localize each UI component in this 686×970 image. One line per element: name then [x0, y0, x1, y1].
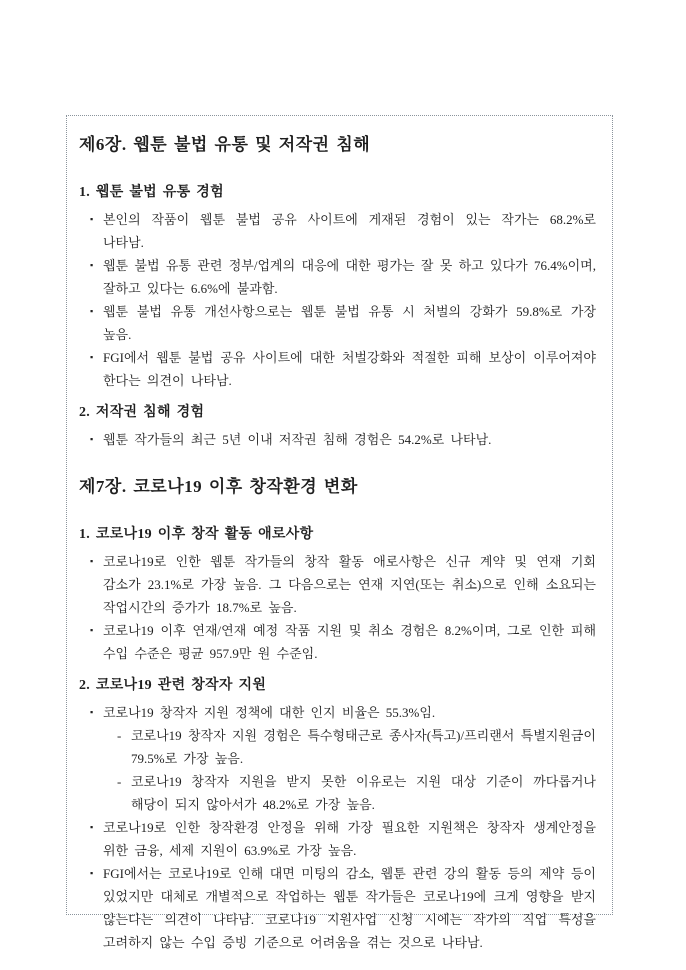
dash-item — [79, 724, 596, 770]
item-text: 코로나19 창작자 지원을 받지 못한 이유로는 지원 대상 기준이 까다롭거나 해당이 되지 않아서가 48.2%로 가장 높음. — [131, 774, 596, 812]
item-text: FGI에서 웹툰 불법 공유 사이트에 대한 처벌강화와 적절한 피해 보상이 이루어져야 한다는 의견이 나타남. — [103, 350, 596, 388]
section-covid-creative-difficulties — [79, 525, 596, 665]
bullet-item — [79, 862, 596, 954]
item-text: 웹툰 불법 유통 관련 정부/업계의 대응에 대한 평가는 잘 못 하고 있다가 76.4%이며, 잘하고 있다는 6.6%에 불과함. — [103, 258, 596, 296]
bullet-item — [79, 428, 596, 451]
section-heading: 1. 코로나19 이후 창작 활동 애로사항 — [79, 527, 314, 542]
bullet-item — [79, 619, 596, 665]
square-bullet-icon: ▪ — [90, 260, 94, 270]
section-heading: 1. 웹툰 불법 유통 경험 — [79, 185, 224, 200]
bullet-item — [79, 346, 596, 392]
bullet-item — [79, 300, 596, 346]
chapter-6 — [79, 134, 596, 451]
bullet-item — [79, 701, 596, 724]
section-covid-creator-support — [79, 676, 596, 954]
chapter-7 — [79, 476, 596, 954]
bullet-item — [79, 208, 596, 254]
item-text: 코로나19 창작자 지원 경험은 특수형태근로 종사자(특고)/프리랜서 특별지원금이 79.5%로 가장 높음. — [131, 728, 596, 766]
item-text: 코로나19 창작자 지원 정책에 대한 인지 비율은 55.3%임. — [103, 705, 436, 720]
dash-bullet-icon: - — [117, 728, 122, 743]
section-copyright-infringement-experience — [79, 403, 596, 451]
item-text: 웹툰 불법 유통 개선사항으로는 웹툰 불법 유통 시 처벌의 강화가 59.8%로 가장 높음. — [103, 304, 596, 342]
square-bullet-icon: ▪ — [90, 625, 94, 635]
square-bullet-icon: ▪ — [90, 306, 94, 316]
item-text: FGI에서는 코로나19로 인해 대면 미팅의 감소, 웹툰 관련 강의 활동 등의 제약 등이 있었지만 대체로 개별적으로 작업하는 웹툰 작가들은 코로나19에 크게 영향을 받지 않는다는 의견이 나타남. 코로나19 지원사업 신청 시에는 작가의 직업 특성을 고려하지 않는 수입 증빙 기준으로 어려움을 겪는 것으로 나타남. — [103, 866, 596, 950]
square-bullet-icon: ▪ — [90, 822, 94, 832]
dash-item — [79, 770, 596, 816]
section-heading: 2. 저작권 침해 경험 — [79, 405, 205, 420]
square-bullet-icon: ▪ — [90, 868, 94, 878]
report-summary-box — [66, 115, 613, 950]
bullet-item — [79, 254, 596, 300]
bullet-item — [79, 550, 596, 619]
square-bullet-icon: ▪ — [90, 707, 94, 717]
square-bullet-icon: ▪ — [90, 352, 94, 362]
item-text: 코로나19로 인한 창작환경 안정을 위해 가장 필요한 지원책은 창작자 생계안정을 위한 금융, 세제 지원이 63.9%로 가장 높음. — [103, 820, 596, 858]
section-heading: 2. 코로나19 관련 창작자 지원 — [79, 678, 267, 693]
square-bullet-icon: ▪ — [90, 434, 94, 444]
item-text: 코로나19 이후 연재/연재 예정 작품 지원 및 취소 경험은 8.2%이며, 그로 인한 피해 수입 수준은 평균 957.9만 원 수준임. — [103, 623, 596, 661]
chapter-title: 제7장. 코로나19 이후 창작환경 변화 — [79, 477, 358, 496]
chapter-title: 제6장. 웹툰 불법 유통 및 저작권 침해 — [79, 135, 371, 154]
item-text: 본인의 작품이 웹툰 불법 공유 사이트에 게재된 경험이 있는 작가는 68.2%로 나타남. — [103, 212, 596, 250]
square-bullet-icon: ▪ — [90, 214, 94, 224]
item-text: 코로나19로 인한 웹툰 작가들의 창작 활동 애로사항은 신규 계약 및 연재 기회 감소가 23.1%로 가장 높음. 그 다음으로는 연재 지연(또는 취소)으로 인해 소요되는 작업시간의 증가가 18.7%로 높음. — [103, 554, 596, 615]
section-illegal-distribution-experience — [79, 183, 596, 392]
item-text: 웹툰 작가들의 최근 5년 이내 저작권 침해 경험은 54.2%로 나타남. — [103, 432, 492, 447]
square-bullet-icon: ▪ — [90, 556, 94, 566]
dash-bullet-icon: - — [117, 774, 122, 789]
bullet-item — [79, 816, 596, 862]
